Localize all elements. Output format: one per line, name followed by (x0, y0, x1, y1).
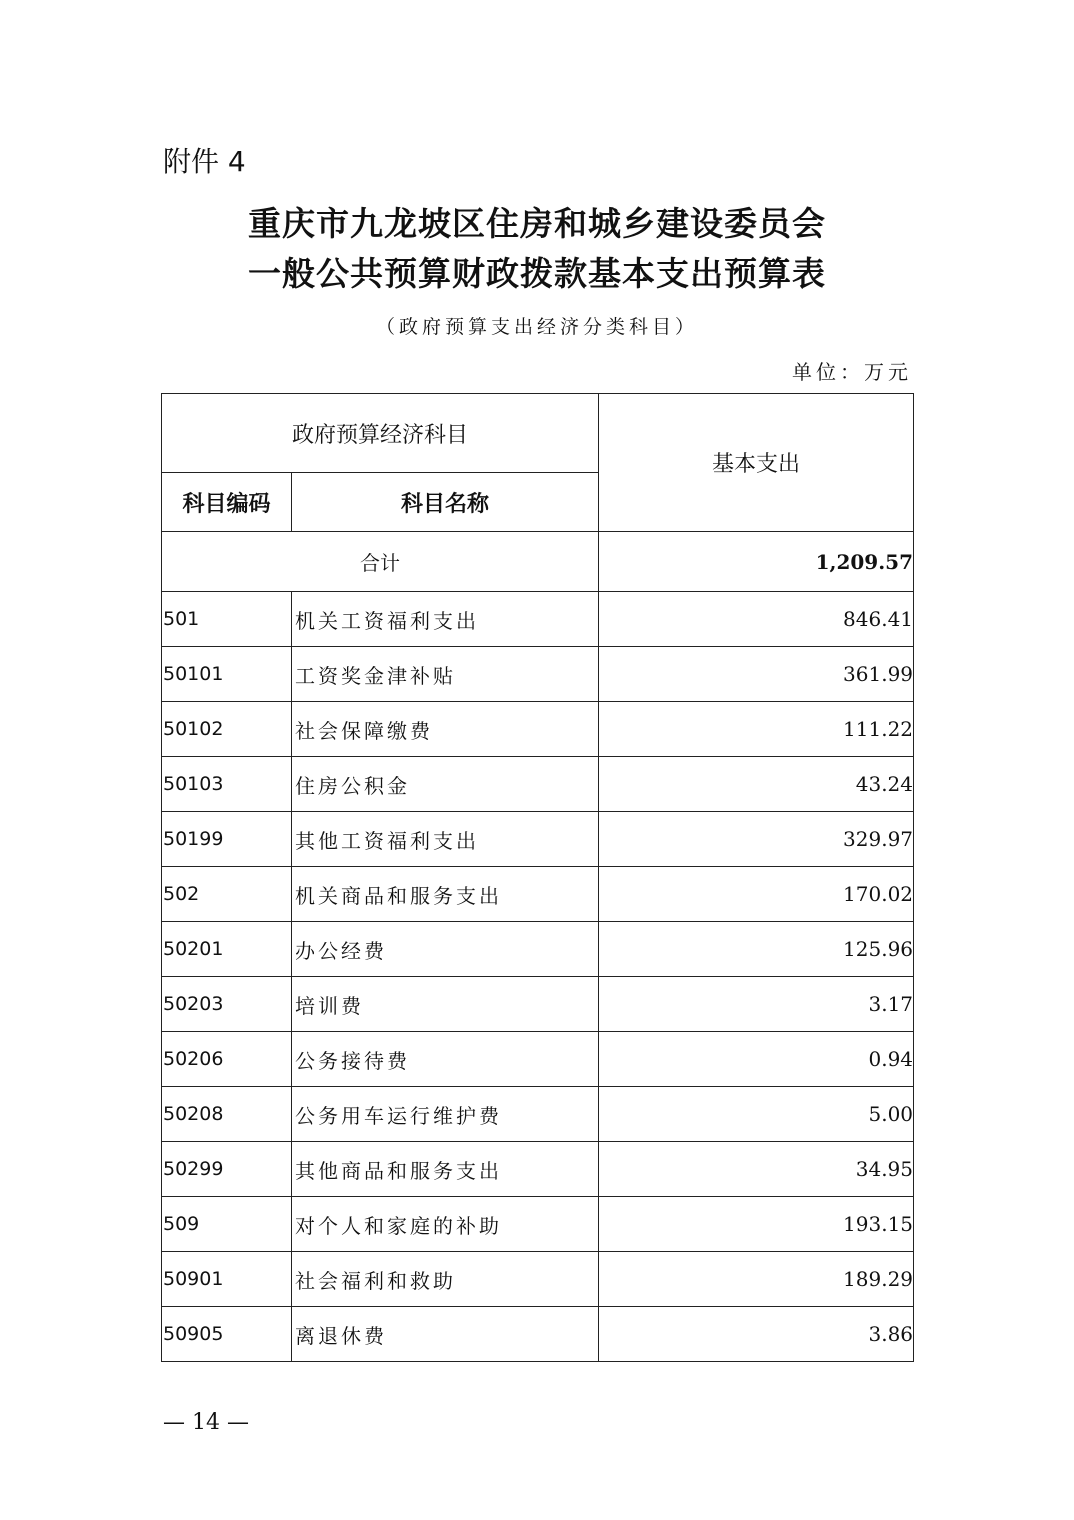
row-code-cell: 50905 (162, 1307, 292, 1362)
row-name-cell: 社会保障缴费 (292, 702, 599, 757)
document-title-line2: 一般公共预算财政拨款基本支出预算表 (248, 254, 826, 293)
unit-label: 单位：万元 (792, 360, 912, 384)
row-name-cell: 其他工资福利支出 (292, 812, 599, 867)
row-code-cell: 50206 (162, 1032, 292, 1087)
row-value-cell: 111.22 (599, 702, 914, 757)
row-value-cell: 170.02 (599, 867, 914, 922)
row-code-cell: 50299 (162, 1142, 292, 1197)
total-value-cell: 1,209.57 (599, 532, 914, 592)
row-value-cell: 329.97 (599, 812, 914, 867)
row-name-cell: 社会福利和救助 (292, 1252, 599, 1307)
row-code-cell: 50103 (162, 757, 292, 812)
row-name-cell: 公务接待费 (292, 1032, 599, 1087)
row-name-cell: 办公经费 (292, 922, 599, 977)
header-row-1 (162, 394, 914, 473)
row-code-cell: 50208 (162, 1087, 292, 1142)
row-value-cell: 189.29 (599, 1252, 914, 1307)
row-code-cell: 50203 (162, 977, 292, 1032)
row-value-cell: 34.95 (599, 1142, 914, 1197)
total-label-cell: 合计 (162, 532, 599, 592)
table-row (162, 977, 914, 1032)
total-row (162, 532, 914, 592)
table-row (162, 1307, 914, 1362)
row-name-cell: 培训费 (292, 977, 599, 1032)
table-row (162, 1197, 914, 1252)
row-value-cell: 3.17 (599, 977, 914, 1032)
document-title-line1: 重庆市九龙坡区住房和城乡建设委员会 (248, 204, 826, 243)
table-row (162, 922, 914, 977)
row-value-cell: 125.96 (599, 922, 914, 977)
table-row (162, 702, 914, 757)
row-code-cell: 50102 (162, 702, 292, 757)
table-row (162, 647, 914, 702)
row-name-cell: 其他商品和服务支出 (292, 1142, 599, 1197)
row-code-cell: 50201 (162, 922, 292, 977)
table-row (162, 812, 914, 867)
row-name-cell: 工资奖金津补贴 (292, 647, 599, 702)
page-number: — 14 — (163, 1410, 249, 1435)
row-name-cell: 对个人和家庭的补助 (292, 1197, 599, 1252)
table-row (162, 1142, 914, 1197)
table-row (162, 1252, 914, 1307)
header-name-cell: 科目名称 (292, 473, 599, 532)
row-code-cell: 502 (162, 867, 292, 922)
row-name-cell: 机关工资福利支出 (292, 592, 599, 647)
table-row (162, 592, 914, 647)
row-name-cell: 住房公积金 (292, 757, 599, 812)
row-code-cell: 501 (162, 592, 292, 647)
row-code-cell: 509 (162, 1197, 292, 1252)
document-subtitle: （政府预算支出经济分类科目） (375, 316, 698, 338)
row-name-cell: 离退休费 (292, 1307, 599, 1362)
table-row (162, 867, 914, 922)
header-group-cell: 政府预算经济科目 (162, 394, 599, 473)
row-code-cell: 50101 (162, 647, 292, 702)
table-row (162, 1032, 914, 1087)
row-name-cell: 公务用车运行维护费 (292, 1087, 599, 1142)
row-code-cell: 50901 (162, 1252, 292, 1307)
row-value-cell: 361.99 (599, 647, 914, 702)
row-value-cell: 193.15 (599, 1197, 914, 1252)
row-code-cell: 50199 (162, 812, 292, 867)
budget-table (161, 393, 914, 1362)
attachment-label: 附件 4 (163, 145, 246, 178)
table-row (162, 1087, 914, 1142)
row-value-cell: 846.41 (599, 592, 914, 647)
row-name-cell: 机关商品和服务支出 (292, 867, 599, 922)
header-code-cell: 科目编码 (162, 473, 292, 532)
row-value-cell: 0.94 (599, 1032, 914, 1087)
header-amount-cell: 基本支出 (599, 394, 914, 532)
row-value-cell: 3.86 (599, 1307, 914, 1362)
row-value-cell: 5.00 (599, 1087, 914, 1142)
table-row (162, 757, 914, 812)
row-value-cell: 43.24 (599, 757, 914, 812)
